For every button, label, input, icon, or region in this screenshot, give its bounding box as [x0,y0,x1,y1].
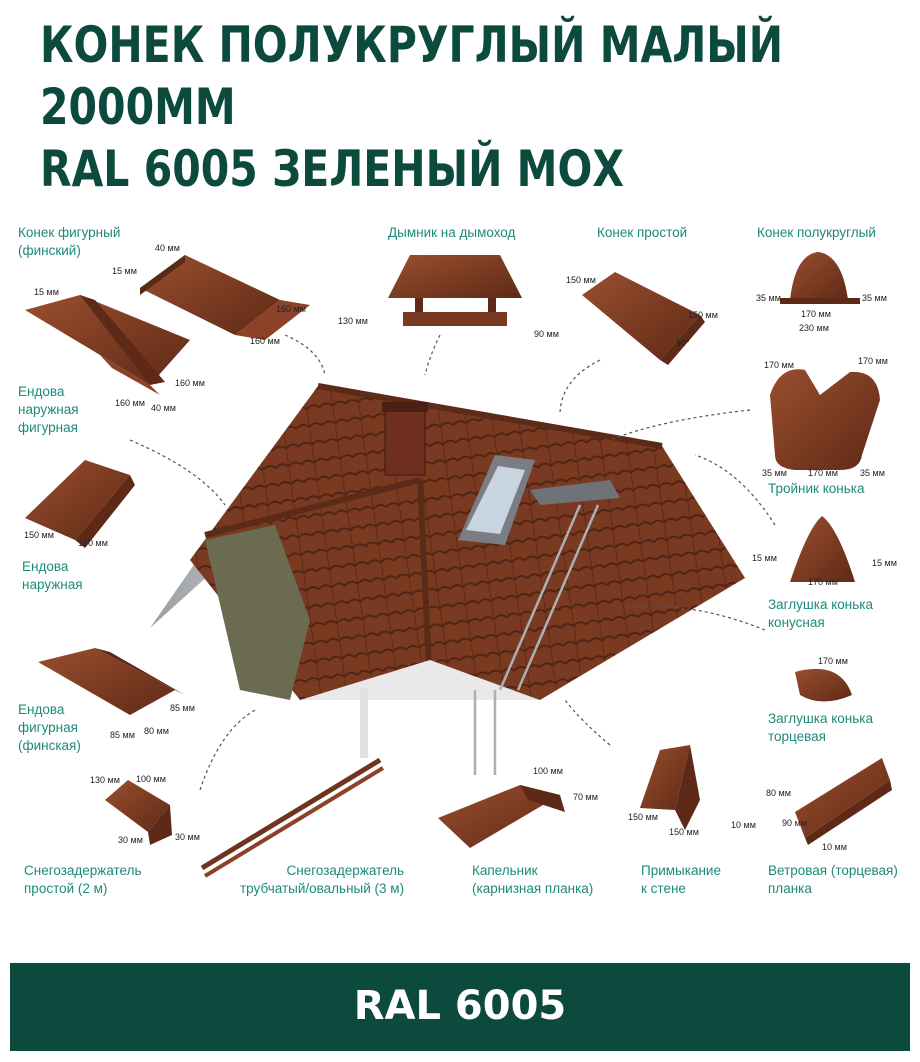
label-zaglushka-konusnaya: Заглушка конька конусная [768,597,873,630]
dim-kpk-35a: 35 мм [756,293,781,303]
dim-tr-170c: 170 мм [808,468,838,478]
dim-ef-85b: 85 мм [170,703,195,713]
dim-enf-160a: 160 мм [115,398,145,408]
dim-en-150b: 150 мм [78,538,108,548]
dim-tr-35b: 35 мм [860,468,885,478]
label-konek-polukrugly: Конек полукруглый [757,225,876,240]
kapelnik-illustration [438,785,565,848]
dim-kf-160b: 160 мм [250,336,280,346]
title-line-1: КОНЕК ПОЛУКРУГЛЫЙ МАЛЫЙ [40,16,784,74]
dim-dym-130: 130 мм [338,316,368,326]
dim-kpk-35b: 35 мм [862,293,887,303]
label-zaglushka-torcevaya: Заглушка конька торцевая [768,711,873,744]
label-snegozaderzhatel-trubchaty: Снегозадержатель трубчатый/овальный (3 м) [240,863,405,896]
dim-ef-85a: 85 мм [110,730,135,740]
dim-kap-70: 70 мм [573,792,598,802]
dim-vp-80: 80 мм [766,788,791,798]
zaglushka-torcevaya-illustration [795,669,852,702]
dim-sp-30a: 30 мм [118,835,143,845]
label-endova-figurnaya-finskaya: Ендова фигурная (финская) [18,702,81,753]
label-snegozaderzhatel-prostoy: Снегозадержатель простой (2 м) [24,863,142,896]
dim-zk-15a: 15 мм [752,553,777,563]
dim-ef-80: 80 мм [144,726,169,736]
konek-prostoy-illustration [582,272,705,365]
label-troynik-konka: Тройник конька [768,481,865,496]
title-line-2: 2000ММ [40,78,236,136]
dim-en-150a: 150 мм [24,530,54,540]
dim-vp-10a: 10 мм [731,820,756,830]
troynik-konka-illustration [770,369,880,470]
dim-sp-100: 100 мм [136,774,166,784]
dim-tr-170a: 170 мм [764,360,794,370]
dim-sp-30b: 30 мм [175,832,200,842]
main-roof [150,386,745,775]
dim-vp-10b: 10 мм [822,842,847,852]
dim-kf-160a: 160 мм [276,304,306,314]
dim-zk-15b: 15 мм [872,558,897,568]
snegozaderzhatel-trubchaty-illustration [202,760,383,876]
dim-enf-15: 15 мм [34,287,59,297]
dim-kf-40: 40 мм [155,243,180,253]
dim-pr-150a: 150 мм [628,812,658,822]
zaglushka-konusnaya-illustration [790,516,855,582]
dim-kp-150a: 150 мм [566,275,596,285]
dim-zt-170: 170 мм [818,656,848,666]
dim-zk-170: 170 мм [808,577,838,587]
label-kapelnik: Капельник (карнизная планка) [472,863,594,896]
label-primykanie: Примыкание к стене [641,863,721,896]
endova-naruzhnaya-figurnaya-illustration [25,295,190,395]
label-konek-figurny: Конек фигурный (финский) [18,225,121,258]
dim-kpk-230: 230 мм [799,323,829,333]
dim-kf-15: 15 мм [112,266,137,276]
dim-tr-35a: 35 мм [762,468,787,478]
label-vetrovaya-planka: Ветровая (торцевая) планка [768,863,898,896]
label-endova-naruzhnaya-figurnaya: Ендова наружная фигурная [18,384,79,435]
title-line-3: RAL 6005 ЗЕЛЕНЫЙ МОХ [40,140,624,198]
dim-enf-160b: 160 мм [175,378,205,388]
dim-tr-170b: 170 мм [858,356,888,366]
dim-kap-100: 100 мм [533,766,563,776]
dim-kp-150b: 150 мм [688,310,718,320]
label-endova-naruzhnaya: Ендова наружная [22,559,83,592]
konek-polukrugly-illustration [780,252,860,304]
dim-pr-150b: 150 мм [669,827,699,837]
label-konek-prostoy: Конек простой [597,225,688,240]
footer-ral-code: RAL 6005 [353,983,567,1029]
dim-kp-90: 90° [676,338,690,348]
dim-dym-90: 90 мм [534,329,559,339]
footer-banner [10,963,910,1051]
dim-sp-130: 130 мм [90,775,120,785]
vetrovaya-planka-illustration [795,758,892,845]
dim-enf-40: 40 мм [151,403,176,413]
label-dymnik: Дымник на дымоход [388,225,516,240]
dim-kpk-170: 170 мм [801,309,831,319]
dymnik-illustration [388,255,522,326]
konek-figurny-illustration [140,255,310,340]
dim-vp-90: 90 мм [782,818,807,828]
